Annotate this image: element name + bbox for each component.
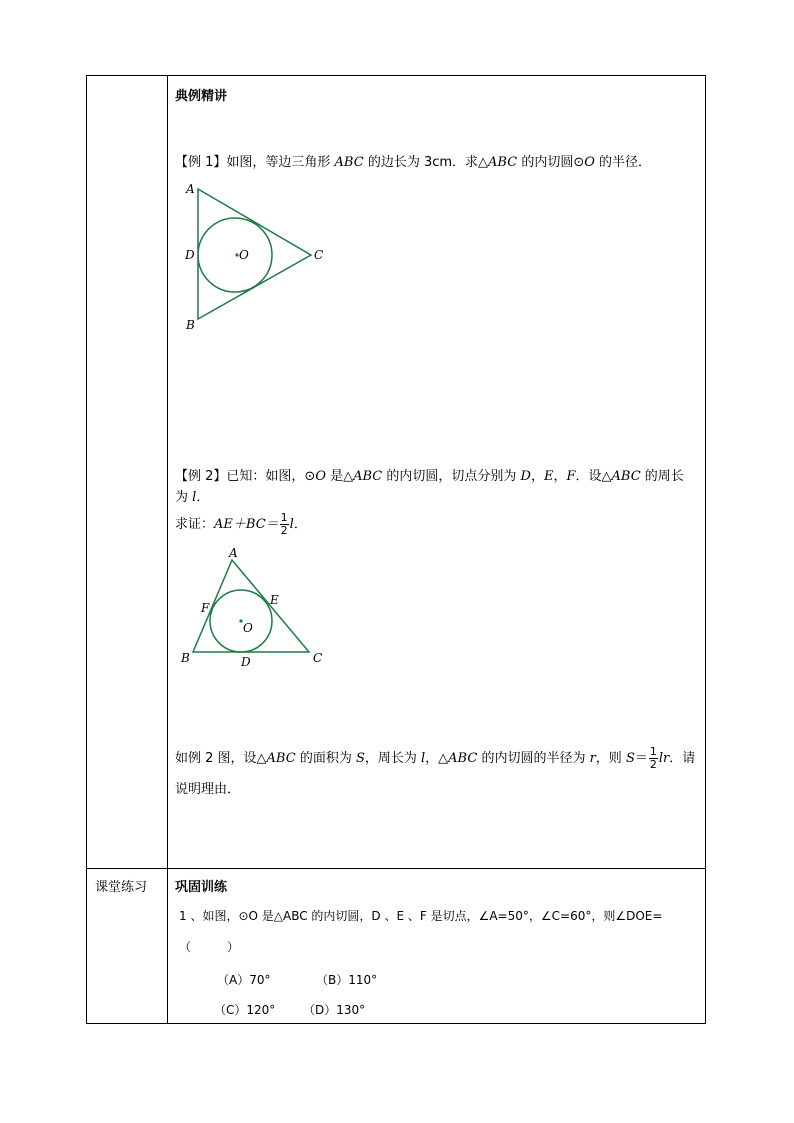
example2-line2: 为 l．: [175, 490, 210, 505]
option-c: （C）120°: [214, 1003, 276, 1017]
practice-title: 巩固训练: [175, 880, 228, 895]
label-e: E: [270, 593, 279, 607]
example2-prove: 求证：AE＋BC＝ $\frac{1}{2}$ l．: [175, 511, 307, 537]
lesson-table: [86, 75, 706, 1024]
label-o: O: [239, 248, 249, 262]
incircle: [198, 218, 272, 292]
fraction-half: $\frac{1}{2}$: [649, 745, 657, 771]
example1-tag: 【例 1】: [175, 155, 227, 170]
label-d: D: [241, 655, 251, 669]
prove-label: 求证：: [175, 517, 215, 532]
example1-text: 【例 1】如图，等边三角形 ABC 的边长为 3cm．求△ABC 的内切圆⊙O 的半径．: [175, 155, 652, 170]
label-c: C: [314, 248, 324, 262]
label-f: F: [201, 601, 210, 615]
example1-figure: [182, 181, 332, 341]
question1-blank: （ ）: [179, 940, 240, 954]
triangle-abc: [198, 189, 311, 319]
column-divider: [167, 76, 168, 1023]
section-title: 典例精讲: [175, 89, 228, 104]
option-a: （A）70°: [217, 973, 271, 987]
label-a: A: [186, 182, 195, 196]
fraction-half: $\frac{1}{2}$: [280, 511, 288, 537]
example3-line1: 如例 2 图，设△ABC 的面积为 S，周长为 l，△ABC 的内切圆的半径为 r，则 S＝ $\frac{1}{2}$ lr．请: [175, 745, 696, 771]
example2-line1: 【例 2】已知：如图，⊙O 是△ABC 的内切圆，切点分别为 D，E，F．设△ABC 的周长: [175, 469, 684, 484]
example2-figure: [179, 546, 329, 676]
question1-text: 1 、如图，⊙O 是△ABC 的内切圆，D 、E 、F 是切点，∠A=50°，∠C=60°，则∠DOE=: [179, 909, 663, 923]
label-b: B: [186, 318, 195, 332]
label-d: D: [185, 248, 195, 262]
example3-line2: 说明理由．: [175, 782, 241, 797]
label-c: C: [313, 651, 323, 665]
option-d: （D）130°: [303, 1003, 366, 1017]
label-a: A: [229, 546, 238, 560]
label-b: B: [181, 651, 190, 665]
example2-tag: 【例 2】: [175, 469, 227, 484]
row-label-practice: 课堂练习: [95, 880, 148, 895]
row-divider: [87, 868, 705, 869]
triangle-abc: [193, 560, 309, 652]
option-b: （B）110°: [316, 973, 378, 987]
label-o: O: [243, 621, 253, 635]
